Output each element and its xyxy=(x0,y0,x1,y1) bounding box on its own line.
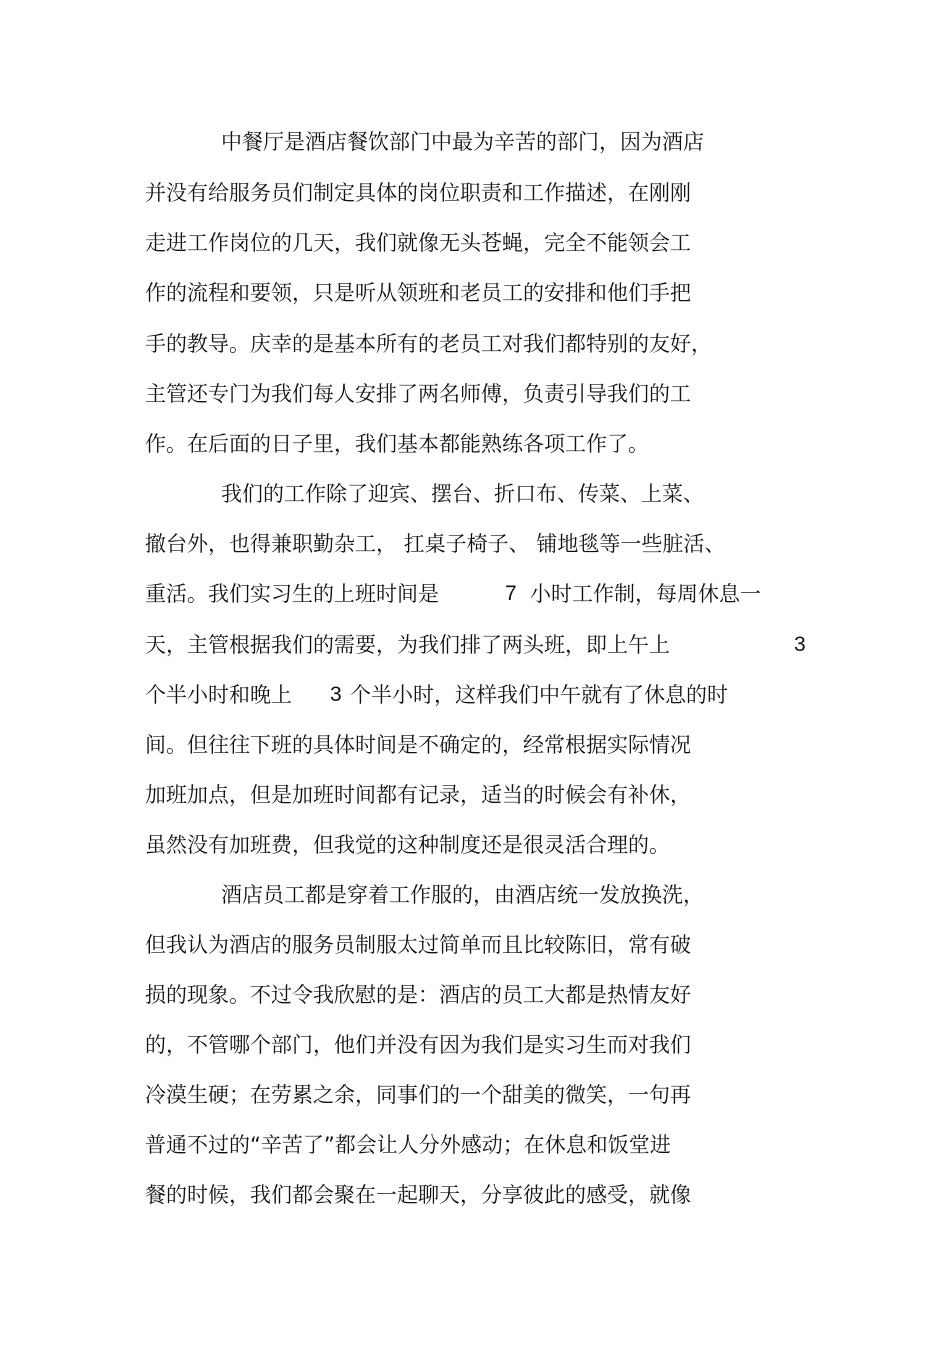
paragraph-3-line-4: 的，不管哪个部门，他们并没有因为我们是实习生而对我们 xyxy=(145,1033,691,1057)
paragraph-3-line-1: 酒店员工都是穿着工作服的，由酒店统一发放换洗， xyxy=(221,883,704,907)
paragraph-2-line-8: 虽然没有加班费，但我觉的这种制度还是很灵活合理的。 xyxy=(145,833,670,857)
paragraph-1-line-3: 走进工作岗位的几天，我们就像无头苍蝇，完全不能领会工 xyxy=(145,231,691,255)
paragraph-2-line-6: 间。但往往下班的具体时间是不确定的，经常根据实际情况 xyxy=(145,733,691,757)
paragraph-2-line-2: 撤台外，也得兼职勤杂工， 扛桌子椅子、 铺地毯等一些脏活、 xyxy=(145,532,726,556)
paragraph-3-line-5: 冷漠生硬；在劳累之余，同事们的一个甜美的微笑，一句再 xyxy=(145,1083,691,1107)
paragraph-2-line-3: 重活。我们实习生的上班时间是 xyxy=(145,582,439,606)
paragraph-1-line-7: 作。在后面的日子里，我们基本都能熟练各项工作了。 xyxy=(145,432,649,456)
paragraph-1-line-5: 手的教导。庆幸的是基本所有的老员工对我们都特别的友好， xyxy=(145,332,712,356)
paragraph-2-line-1: 我们的工作除了迎宾、摆台、折口布、传菜、上菜、 xyxy=(221,482,704,506)
paragraph-2-line-4: 天，主管根据我们的需要，为我们排了两头班，即上午上 xyxy=(145,633,670,657)
paragraph-1-line-1: 中餐厅是酒店餐饮部门中最为辛苦的部门，因为酒店 xyxy=(221,130,704,154)
paragraph-3-line-7: 餐的时候，我们都会聚在一起聊天，分享彼此的感受，就像 xyxy=(145,1183,691,1207)
paragraph-3-line-2: 但我认为酒店的服务员制服太过简单而且比较陈旧，常有破 xyxy=(145,933,691,957)
paragraph-2-number-evening: 3 xyxy=(330,683,342,706)
paragraph-2-line-3-rest: 小时工作制，每周休息一 xyxy=(530,582,761,606)
paragraph-2-number-hours: 7 xyxy=(505,582,517,605)
paragraph-3-line-3: 损的现象。不过令我欣慰的是：酒店的员工大都是热情友好 xyxy=(145,983,691,1007)
paragraph-2-line-5: 个半小时和晚上 xyxy=(145,683,292,707)
paragraph-1-line-6: 主管还专门为我们每人安排了两名师傅，负责引导我们的工 xyxy=(145,382,691,406)
paragraph-3-line-6: 普通不过的“辛苦了”都会让人分外感动；在休息和饭堂进 xyxy=(145,1133,671,1157)
paragraph-2-line-5-rest: 个半小时，这样我们中午就有了休息的时 xyxy=(350,683,728,707)
paragraph-2-number-morning: 3 xyxy=(794,633,806,656)
paragraph-1-line-2: 并没有给服务员们制定具体的岗位职责和工作描述，在刚刚 xyxy=(145,181,691,205)
paragraph-1-line-4: 作的流程和要领，只是听从领班和老员工的安排和他们手把 xyxy=(145,281,691,305)
paragraph-2-line-7: 加班加点，但是加班时间都有记录，适当的时候会有补休， xyxy=(145,783,691,807)
